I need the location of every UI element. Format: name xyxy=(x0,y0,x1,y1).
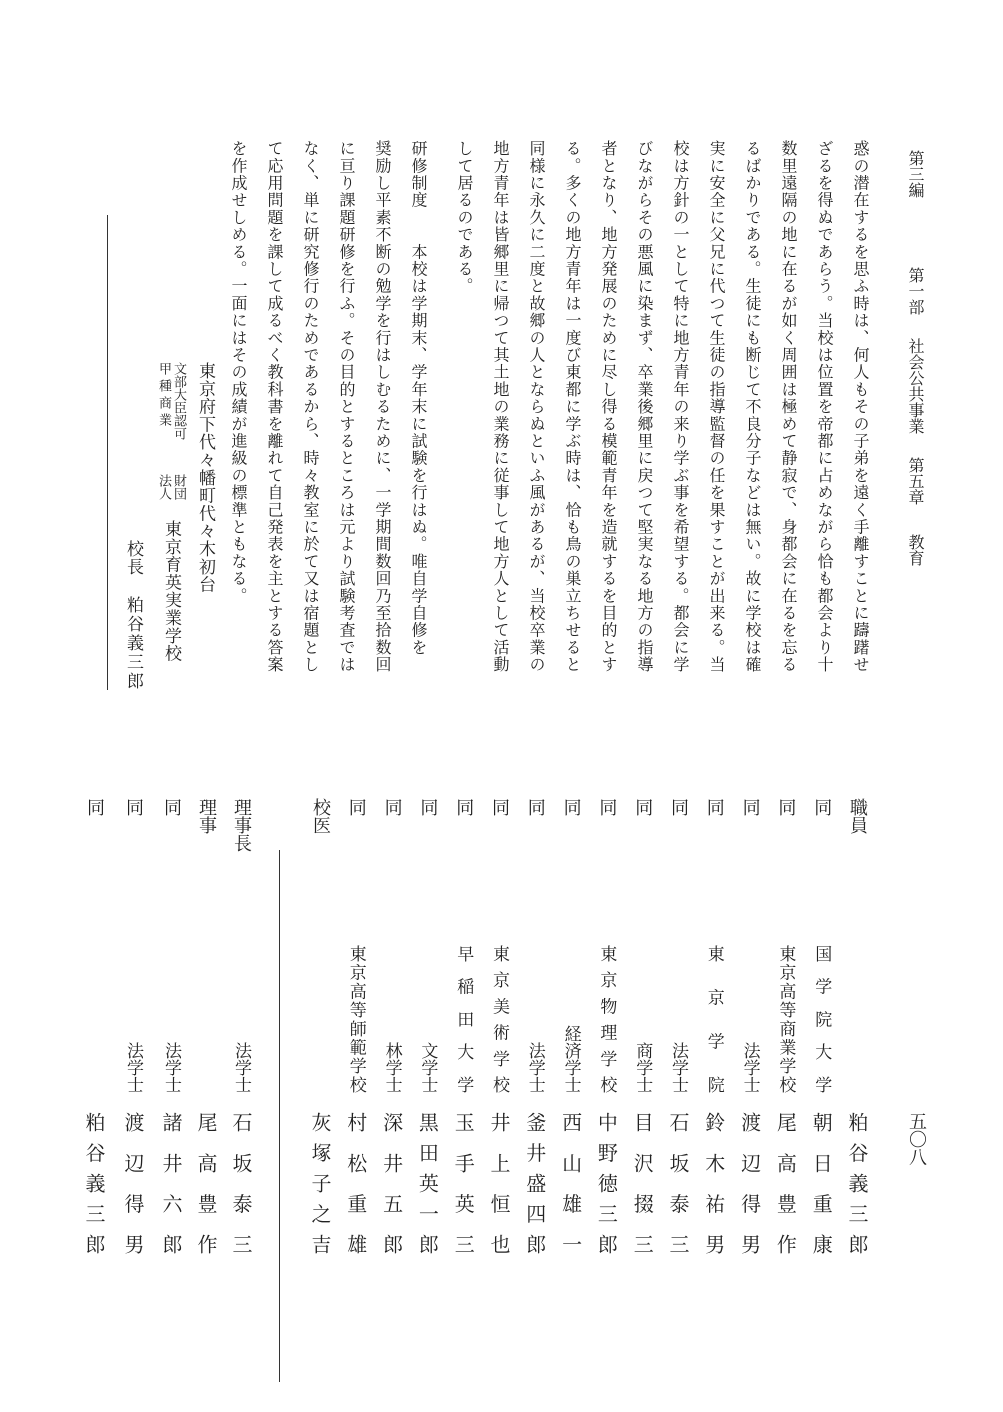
board-role: 同 xyxy=(161,798,182,816)
text-line: ざるを得ぬであらう。当校は位置を帝都に占めながら恰も都会より十 xyxy=(815,140,834,674)
staff-role: 同 xyxy=(668,798,689,816)
staff-name: 尾高豊作 xyxy=(773,1112,798,1254)
board-affiliation: 法学士 xyxy=(161,1042,181,1093)
school-address: 東京府下代々幡町代々木初台 xyxy=(195,362,215,594)
staff-name: 釜井盛四郎 xyxy=(522,1112,547,1254)
text-line: なく、単に研究修行のためであるから、時々教室に於て又は宿題とし xyxy=(301,140,320,674)
principal-name: 粕谷義三郎 xyxy=(123,596,143,691)
staff-affiliation: 東京高等商業学校 xyxy=(775,945,796,1093)
header-part: 教育 xyxy=(906,534,925,567)
board-affiliation: 法学士 xyxy=(231,1042,251,1093)
staff-affiliation: 早稲田大学 xyxy=(453,945,474,1093)
approval-note xyxy=(156,362,186,440)
staff-affiliation: 法学士 xyxy=(668,1042,688,1093)
staff-name: 渡辺得男 xyxy=(737,1112,762,1254)
divider-rule xyxy=(107,215,108,690)
staff-role: 同 xyxy=(489,798,510,816)
staff-name: 中野徳三郎 xyxy=(594,1112,619,1254)
text-line: 惑の潜在するを思ふ時は、何人もその子弟を遠く手離すことに躊躇せ xyxy=(851,140,870,674)
staff-affiliation: 商学士 xyxy=(632,1042,653,1093)
header-part: 社会公共事業 xyxy=(906,338,925,435)
header-part: 第三編 xyxy=(906,150,925,198)
foundation-line: 法人 xyxy=(156,474,171,500)
staff-role: 同 xyxy=(560,798,582,816)
approval-line: 甲種商業 xyxy=(156,362,171,430)
staff-name: 黒田英一郎 xyxy=(415,1112,440,1254)
staff-role: 同 xyxy=(345,798,367,816)
foundation-line: 財団 xyxy=(171,474,186,500)
staff-role: 同 xyxy=(596,798,618,816)
text-line: 校は方針の一として特に地方青年の来り学ぶ事を希望する。都会に学 xyxy=(671,140,690,674)
approval-line: 文部大臣認可 xyxy=(171,362,186,440)
staff-affiliation: 法学士 xyxy=(524,1042,545,1093)
running-header xyxy=(906,150,924,630)
text-line: 地方青年は皆郷里に帰つて其土地の業務に従事して地方人として活動 xyxy=(491,140,510,674)
board-affiliation: 法学士 xyxy=(123,1042,143,1093)
text-line: て応用問題を課して成るべく教科書を離れて自己発表を主とする答案 xyxy=(265,140,284,674)
staff-role: 同 xyxy=(703,798,725,816)
staff-role: 同 xyxy=(811,798,833,816)
text-line: 者となり、地方発展のために尽し得る模範青年を造就するを目的とす xyxy=(599,140,618,674)
staff-name: 玉手英三 xyxy=(451,1112,476,1254)
board-name: 諸井六郎 xyxy=(159,1112,183,1254)
staff-name: 村松重雄 xyxy=(343,1112,368,1254)
principal-title: 校長 xyxy=(123,540,143,576)
board-name: 石坂泰三 xyxy=(229,1112,253,1254)
school-name: 東京育英実業学校 xyxy=(161,520,181,663)
staff-name: 鈴木祐男 xyxy=(701,1112,726,1254)
board-role: 理事長 xyxy=(231,798,252,852)
staff-name: 目沢掇三 xyxy=(630,1112,655,1254)
staff-role: 同 xyxy=(524,798,546,816)
staff-name: 井上恒也 xyxy=(487,1112,511,1254)
board-role: 同 xyxy=(123,798,144,816)
header-part: 第一部 xyxy=(906,267,925,316)
staff-affiliation: 東京高等師範学校 xyxy=(345,945,366,1093)
staff-role: 同 xyxy=(632,798,654,816)
text-line: る。多くの地方青年は一度び東都に学ぶ時は、恰も鳥の巣立ちせると xyxy=(563,140,582,674)
staff-role: 職員 xyxy=(847,798,868,834)
staff-name: 朝日重康 xyxy=(809,1112,834,1254)
text-line: を作成せしめる。一面にはその成績が進級の標準ともなる。 xyxy=(229,140,248,605)
text-line: びながらその悪風に染まず、卒業後郷里に戻つて堅実なる地方の指導 xyxy=(635,140,654,674)
text-line: 数里遠隔の地に在るが如く周囲は極めて静寂で、身都会に在るを忘る xyxy=(779,140,798,674)
staff-name: 灰塚子之吉 xyxy=(308,1112,332,1254)
board-role: 同 xyxy=(84,798,105,816)
page-number: 五〇八 xyxy=(906,1112,927,1166)
divider-rule xyxy=(279,850,280,1382)
staff-affiliation: 国学院大学 xyxy=(811,945,832,1093)
text-line: 同様に永久に二度と故郷の人とならぬといふ風があるが、当校卒業の xyxy=(527,140,546,674)
staff-affiliation: 文学士 xyxy=(417,1042,438,1093)
staff-role: 同 xyxy=(739,798,761,816)
staff-role: 同 xyxy=(453,798,475,816)
staff-name: 西山雄一 xyxy=(558,1112,583,1254)
staff-role: 同 xyxy=(417,798,439,816)
staff-role: 同 xyxy=(775,798,797,816)
staff-name: 粕谷義三郎 xyxy=(845,1112,869,1254)
text-line: 研修制度 本校は学期末、学年末に試験を行はぬ。唯自学自修を xyxy=(409,140,428,656)
staff-affiliation: 東京学院 xyxy=(703,945,724,1093)
staff-affiliation: 法学士 xyxy=(739,1042,760,1093)
board-name: 粕谷義三郎 xyxy=(82,1112,106,1254)
board-name: 尾高豊作 xyxy=(194,1112,218,1254)
text-line: して居るのである。 xyxy=(455,140,474,295)
staff-affiliation: 林学士 xyxy=(381,1042,402,1093)
board-role: 理事 xyxy=(196,798,217,834)
text-line: 実に安全に父兄に代つて生徒の指導監督の任を果すことが出来る。当 xyxy=(707,140,726,674)
staff-affiliation: 東京物理学校 xyxy=(596,945,617,1093)
text-line: るばかりである。生徒にも断じて不良分子などは無い。故に学校は確 xyxy=(743,140,762,674)
staff-role: 校医 xyxy=(310,798,331,834)
board-name: 渡辺得男 xyxy=(121,1112,145,1254)
staff-affiliation: 東京美術学校 xyxy=(489,945,509,1093)
staff-name: 石坂泰三 xyxy=(666,1112,690,1254)
staff-role: 同 xyxy=(381,798,403,816)
staff-affiliation: 経済学士 xyxy=(560,1025,581,1093)
staff-name: 深井五郎 xyxy=(379,1112,404,1254)
text-line: 奨励し平素不断の勉学を行はしむるために、一学期間数回乃至拾数回 xyxy=(373,140,392,674)
header-part: 第五章 xyxy=(906,457,925,506)
foundation-note xyxy=(156,474,186,500)
text-line: に亘り課題研修を行ふ。その目的とするところは元より試験考査では xyxy=(337,140,356,674)
